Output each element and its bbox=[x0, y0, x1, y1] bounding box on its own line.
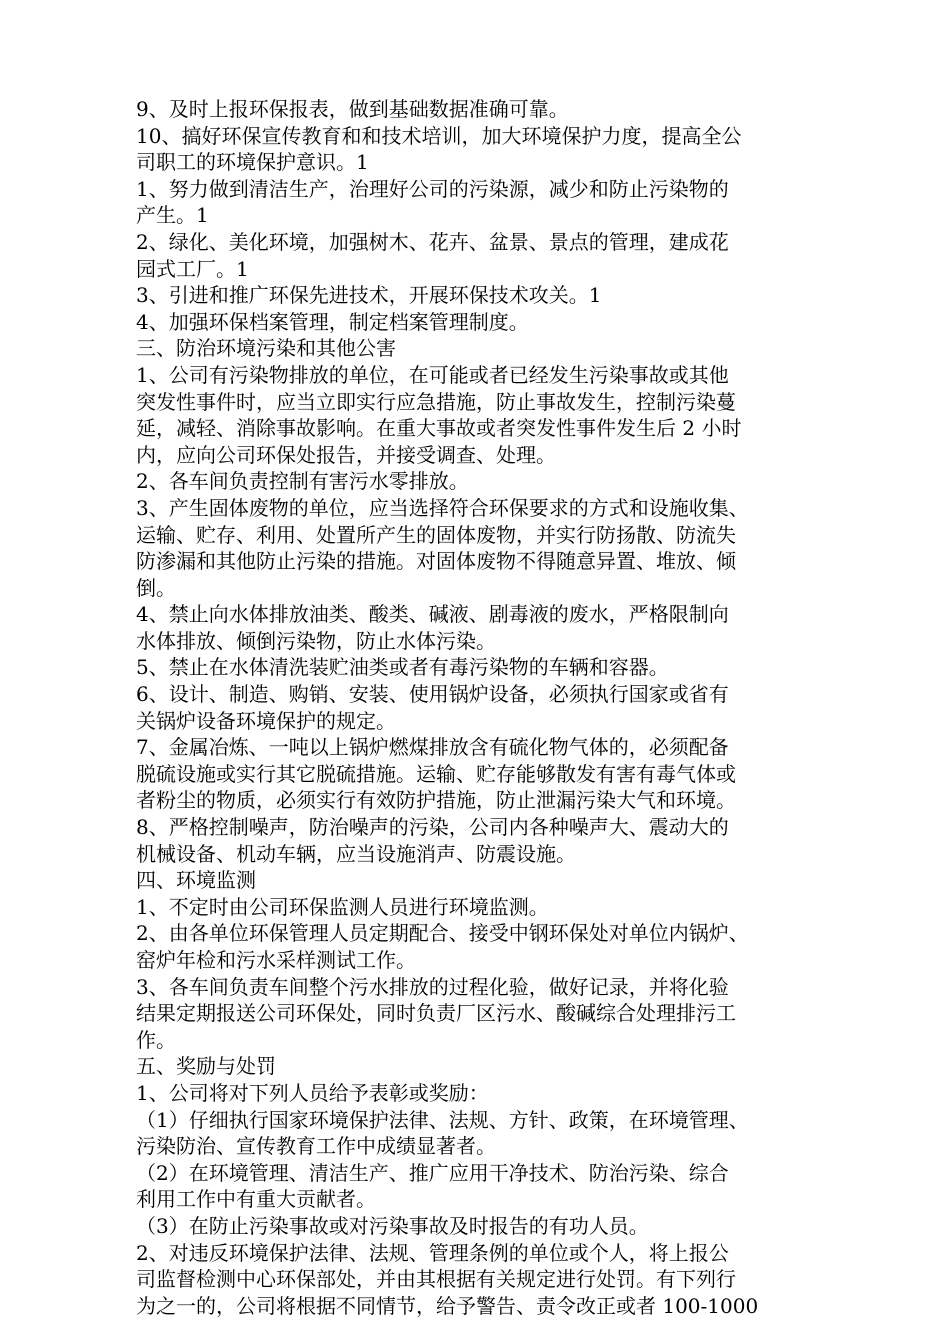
text-line: 运输、贮存、利用、处置所产生的固体废物，并实行防扬散、防流失 bbox=[136, 522, 736, 547]
section-heading: 四、环境监测 bbox=[136, 868, 256, 893]
text-line: 1、公司有污染物排放的单位，在可能或者已经发生污染事故或其他 bbox=[136, 362, 729, 387]
text-line: 利用工作中有重大贡献者。 bbox=[136, 1187, 376, 1212]
document-body bbox=[136, 96, 826, 1319]
text-line: 突发性事件时，应当立即实行应急措施，防止事故发生，控制污染蔓 bbox=[136, 389, 736, 414]
text-line: 延，减轻、消除事故影响。在重大事故或者突发性事件发生后 2 小时 bbox=[136, 416, 742, 441]
text-line: 3、引进和推广环保先进技术，开展环保技术攻关。1 bbox=[136, 283, 602, 308]
text-line: 9、及时上报环保报表，做到基础数据准确可靠。 bbox=[136, 97, 569, 121]
text-line: 1、公司将对下列人员给予表彰或奖励： bbox=[136, 1080, 489, 1105]
section-heading: 三、防治环境污染和其他公害 bbox=[136, 336, 396, 361]
text-line: 脱硫设施或实行其它脱硫措施。运输、贮存能够散发有害有毒气体或 bbox=[136, 761, 736, 786]
text-line: 10、搞好环保宣传教育和和技术培训，加大环境保护力度，提高全公 bbox=[136, 123, 742, 148]
text-line: 倒。 bbox=[136, 575, 176, 600]
text-line: 司职工的环境保护意识。1 bbox=[136, 150, 369, 175]
text-line: 园式工厂。1 bbox=[136, 256, 249, 281]
section-heading: 五、奖励与处罚 bbox=[136, 1054, 276, 1079]
text-line: 为之一的，公司将根据不同情节，给予警告、责令改正或者 100-1000 bbox=[136, 1293, 759, 1318]
text-line: 防渗漏和其他防止污染的措施。对固体废物不得随意异置、堆放、倾 bbox=[136, 549, 736, 574]
text-line: 水体排放、倾倒污染物，防止水体污染。 bbox=[136, 628, 496, 653]
text-line: 4、禁止向水体排放油类、酸类、碱液、剧毒液的废水，严格限制向 bbox=[136, 602, 729, 627]
text-line: 2、由各单位环保管理人员定期配合、接受中钢环保处对单位内锅炉、 bbox=[136, 921, 749, 946]
text-line: 3、各车间负责车间整个污水排放的过程化验，做好记录，并将化验 bbox=[136, 974, 729, 999]
text-line: 5、禁止在水体清洗装贮油类或者有毒污染物的车辆和容器。 bbox=[136, 655, 669, 680]
text-line: 2、各车间负责控制有害污水零排放。 bbox=[136, 469, 469, 494]
text-line: 者粉尘的物质，必须实行有效防护措施，防止泄漏污染大气和环境。 bbox=[136, 788, 736, 813]
text-line: 污染防治、宣传教育工作中成绩显著者。 bbox=[136, 1134, 496, 1159]
text-line: （3）在防止污染事故或对污染事故及时报告的有功人员。 bbox=[136, 1213, 649, 1238]
text-line: 机械设备、机动车辆，应当设施消声、防震设施。 bbox=[136, 841, 576, 866]
text-line: 1、努力做到清洁生产，治理好公司的污染源，减少和防止污染物的 bbox=[136, 176, 729, 201]
text-line: 8、严格控制噪声，防治噪声的污染，公司内各种噪声大、震动大的 bbox=[136, 815, 729, 840]
text-line: 结果定期报送公司环保处，同时负责厂区污水、酸碱综合处理排污工 bbox=[136, 1001, 736, 1026]
text-line: 窑炉年检和污水采样测试工作。 bbox=[136, 948, 416, 972]
text-line: 6、设计、制造、购销、安装、使用锅炉设备，必须执行国家或省有 bbox=[136, 682, 729, 707]
text-line: 内，应向公司环保处报告，并接受调查、处理。 bbox=[136, 442, 556, 467]
text-line: 作。 bbox=[136, 1027, 176, 1052]
text-line: 7、金属冶炼、一吨以上锅炉燃煤排放含有硫化物气体的，必须配备 bbox=[136, 735, 729, 760]
text-line: 3、产生固体废物的单位，应当选择符合环保要求的方式和设施收集、 bbox=[136, 495, 749, 520]
text-line: 4、加强环保档案管理，制定档案管理制度。 bbox=[136, 309, 529, 334]
text-line: 1、不定时由公司环保监测人员进行环境监测。 bbox=[136, 894, 549, 919]
text-line: 2、绿化、美化环境，加强树木、花卉、盆景、景点的管理，建成花 bbox=[136, 229, 729, 254]
text-line: （1）仔细执行国家环境保护法律、法规、方针、政策，在环境管理、 bbox=[136, 1107, 749, 1132]
text-line: 产生。1 bbox=[136, 203, 209, 228]
text-line: （2）在环境管理、清洁生产、推广应用干净技术、防治污染、综合 bbox=[136, 1160, 729, 1185]
text-line: 司监督检测中心环保部处，并由其根据有关规定进行处罚。有下列行 bbox=[136, 1267, 736, 1292]
text-line: 2、对违反环境保护法律、法规、管理条例的单位或个人，将上报公 bbox=[136, 1240, 729, 1265]
text-line: 关锅炉设备环境保护的规定。 bbox=[136, 708, 396, 733]
